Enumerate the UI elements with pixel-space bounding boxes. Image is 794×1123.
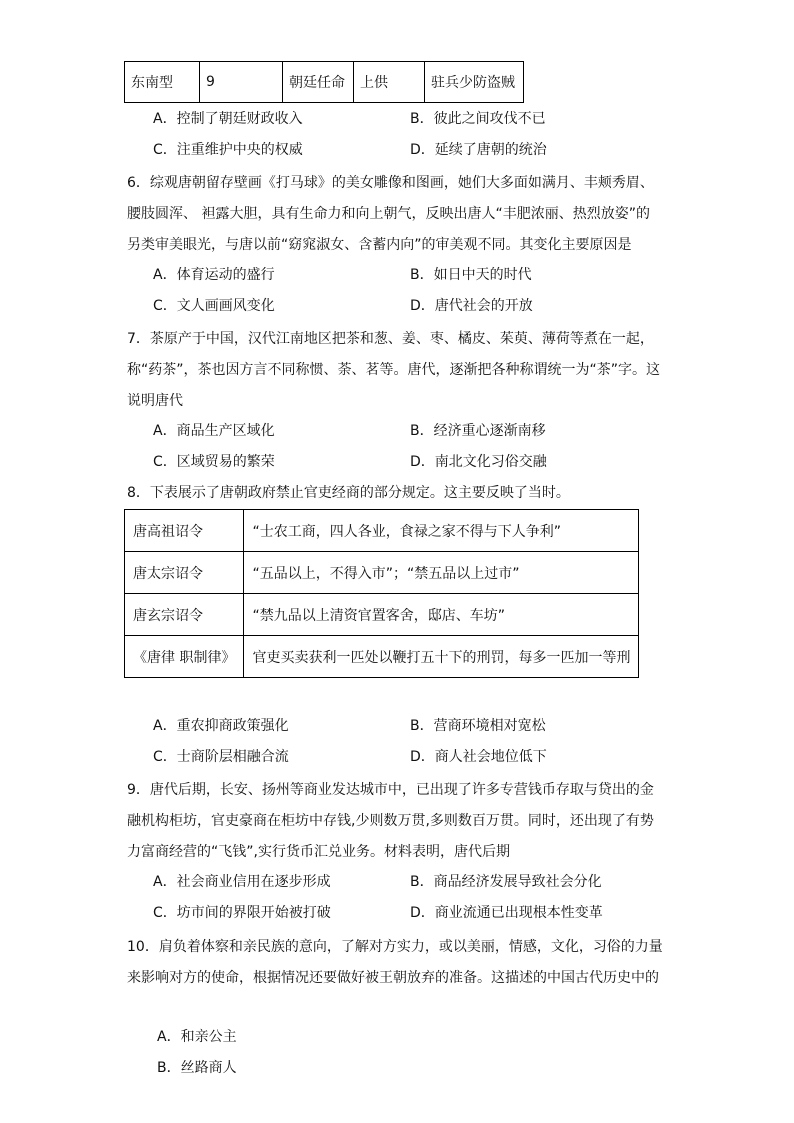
table-cell: “士农工商，四人各业，食禄之家不得与下人争利” — [244, 510, 639, 552]
question-line: 来影响对方的使命，根据情况还要做好被王朝放弃的准备。这描述的中国古代历史中的 — [127, 970, 659, 986]
q10-option-b[interactable]: B．丝路商人 — [157, 1060, 237, 1076]
table-row — [125, 510, 639, 552]
question-6-stem — [127, 168, 672, 261]
q8-option-c[interactable]: C．士商阶层相融合流 — [153, 749, 289, 765]
question-9-stem — [127, 775, 672, 868]
q6-option-b[interactable]: B．如日中天的时代 — [410, 267, 532, 283]
table-cell: 唐高祖诏令 — [125, 510, 244, 552]
table-cell: “禁九品以上清资官置客舍，邸店、车坊” — [244, 594, 639, 636]
question-line: 称“药茶”，茶也因方言不同称惯、荼、茗等。唐代，逐渐把各种称谓统一为“茶”字。这 — [127, 362, 661, 378]
table-row — [125, 594, 639, 636]
question-10-stem — [127, 932, 672, 994]
question-line: 另类审美眼光，与唐以前“窈窕淑女、含蓄内向”的审美观不同。其变化主要原因是 — [127, 237, 632, 253]
table-row — [125, 62, 524, 103]
q8-option-b[interactable]: B．营商环境相对宽松 — [410, 718, 546, 734]
question-line: 10．肩负着体察和亲民族的意向，了解对方实力，或以美丽，情感，文化，习俗的力量 — [127, 939, 663, 955]
q7-option-a[interactable]: A．商品生产区域化 — [153, 423, 275, 439]
q9-option-c[interactable]: C．坊市间的界限开始被打破 — [153, 905, 331, 921]
table-row — [125, 552, 639, 594]
question-line: 说明唐代 — [127, 393, 183, 409]
table-cell: 9 — [200, 62, 283, 103]
q6-option-c[interactable]: C．文人画画风变化 — [153, 298, 275, 314]
q6-option-a[interactable]: A．体育运动的盛行 — [153, 267, 275, 283]
table-cell: “五品以上，不得入市”；“禁五品以上过市” — [244, 552, 639, 594]
question-line: 6．综观唐朝留存壁画《打马球》的美女雕像和图画，她们大多面如满月、丰颊秀眉、 — [127, 175, 654, 191]
question-line: 7．茶原产于中国，汉代江南地区把茶和葱、姜、枣、橘皮、茱萸、薄荷等煮在一起， — [127, 331, 654, 347]
q5-option-b[interactable]: B．彼此之间攻伐不已 — [410, 111, 546, 127]
q6-option-d[interactable]: D．唐代社会的开放 — [410, 298, 533, 314]
q7-option-d[interactable]: D．南北文化习俗交融 — [410, 454, 547, 470]
regulations-table — [124, 509, 639, 678]
q5-option-c[interactable]: C．注重维护中央的权威 — [153, 142, 303, 158]
question-7-stem — [127, 324, 672, 417]
q8-option-a[interactable]: A．重农抑商政策强化 — [153, 718, 289, 734]
question-line: 融机构柜坊，官吏豪商在柜坊中存钱,少则数万贯,多则数百万贯。同时，还出现了有势 — [127, 813, 654, 829]
q10-option-a[interactable]: A．和亲公主 — [157, 1029, 237, 1045]
q9-option-a[interactable]: A．社会商业信用在逐步形成 — [153, 874, 331, 890]
region-table — [124, 61, 524, 103]
question-line: 力富商经营的“飞钱”,实行货币汇兑业务。材料表明，唐代后期 — [127, 844, 510, 860]
q5-option-a[interactable]: A．控制了朝廷财政收入 — [153, 111, 303, 127]
question-line: 腰肢圆浑、 袒露大胆，具有生命力和向上朝气，反映出唐人“丰肥浓丽、热烈放姿”的 — [127, 206, 650, 222]
table-cell: 东南型 — [125, 62, 200, 103]
q7-option-b[interactable]: B．经济重心逐渐南移 — [410, 423, 546, 439]
q8-option-d[interactable]: D．商人社会地位低下 — [410, 749, 547, 765]
q9-option-b[interactable]: B．商品经济发展导致社会分化 — [410, 874, 602, 890]
table-cell: 驻兵少防盗贼 — [425, 62, 524, 103]
question-8-stem: 8．下表展示了唐朝政府禁止官吏经商的部分规定。这主要反映了当时。 — [127, 485, 570, 501]
q9-option-d[interactable]: D．商业流通已出现根本性变革 — [410, 905, 603, 921]
table-cell: 官吏买卖获利一匹处以鞭打五十下的刑罚，每多一匹加一等刑 — [244, 636, 639, 678]
table-row — [125, 636, 639, 678]
table-cell: 朝廷任命 — [283, 62, 354, 103]
q7-option-c[interactable]: C．区域贸易的繁荣 — [153, 454, 275, 470]
table-cell: 唐太宗诏令 — [125, 552, 244, 594]
table-cell: 唐玄宗诏令 — [125, 594, 244, 636]
question-line: 9．唐代后期，长安、扬州等商业发达城市中，已出现了许多专营钱币存取与贷出的金 — [127, 782, 654, 798]
table-cell: 《唐律 职制律》 — [125, 636, 244, 678]
q5-option-d[interactable]: D．延续了唐朝的统治 — [410, 142, 547, 158]
table-cell: 上供 — [354, 62, 425, 103]
